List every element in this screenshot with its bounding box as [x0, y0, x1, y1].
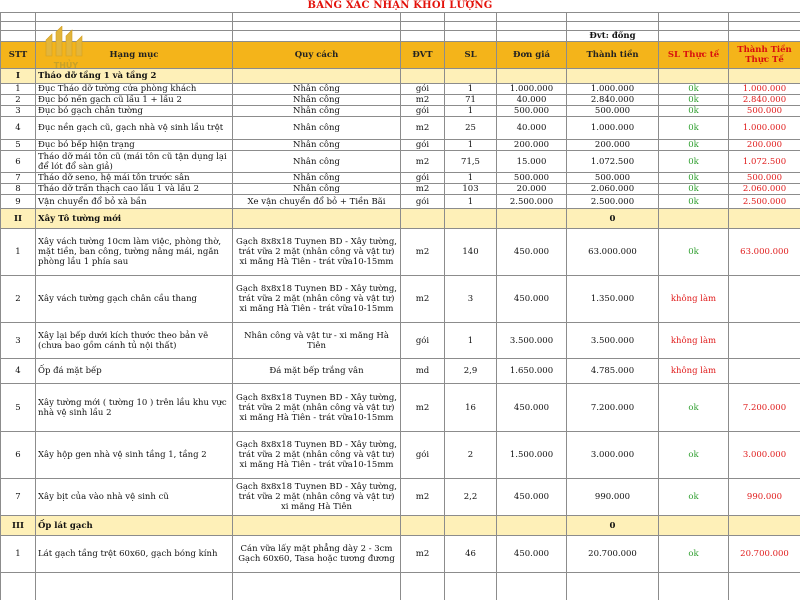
- section-total: 0: [567, 516, 659, 536]
- row-total: 2.840.000: [567, 95, 659, 106]
- row-total: 4.785.000: [567, 359, 659, 384]
- section-row: [1, 209, 800, 229]
- row-item: Xây tường mới ( tường 10 ) trên lầu khu vực nhà vệ sinh lầu 2: [36, 384, 233, 432]
- row-item: Đục bỏ nền gạch cũ lầu 1 + lầu 2: [36, 95, 233, 106]
- row-price: 15.000: [497, 151, 567, 173]
- row-price: 2.500.000: [497, 195, 567, 209]
- section-stt: III: [1, 516, 36, 536]
- row-unit: gói: [401, 140, 445, 151]
- row-unit: m2: [401, 276, 445, 323]
- row-qty: 140: [445, 229, 497, 276]
- spacer-row: [1, 22, 800, 31]
- row-price: 450.000: [497, 276, 567, 323]
- table-row: [1, 140, 800, 151]
- row-unit: m2: [401, 536, 445, 573]
- row-qty: 2,9: [445, 359, 497, 384]
- row-qty: 71: [445, 95, 497, 106]
- row-price: 1.000.000: [497, 84, 567, 95]
- row-total: 2.500.000: [567, 195, 659, 209]
- row-actual-total: 500.000: [729, 106, 800, 117]
- row-item: Xây bịt của vào nhà vệ sinh cũ: [36, 479, 233, 516]
- row-stt: 1: [1, 229, 36, 276]
- row-spec: Nhân công: [233, 84, 401, 95]
- row-actual-total: 2.500.000: [729, 195, 800, 209]
- row-spec: Nhân công: [233, 95, 401, 106]
- row-total: 1.000.000: [567, 117, 659, 140]
- row-qty: 25: [445, 117, 497, 140]
- row-item: Đục bỏ bếp hiện trạng: [36, 140, 233, 151]
- row-stt: 5: [1, 384, 36, 432]
- row-unit: gói: [401, 195, 445, 209]
- row-price: 1.500.000: [497, 432, 567, 479]
- row-spec: Cán vữa lấy mặt phẳng dày 2 - 3cm Gạch 60x60, Tasa hoặc tương đương: [233, 536, 401, 573]
- table-row: [1, 276, 800, 323]
- row-price: 1.650.000: [497, 359, 567, 384]
- table-row: [1, 173, 800, 184]
- row-spec: Gạch 8x8x18 Tuynen BD - Xây tường, trát vữa 2 mặt (nhân công và vật tư) xi măng Hà Tiên - trát vữa10-15mm: [233, 229, 401, 276]
- section-total: [567, 69, 659, 84]
- row-price: 450.000: [497, 229, 567, 276]
- table-row: [1, 479, 800, 516]
- row-actual-total: 990.000: [729, 479, 800, 516]
- row-price: 450.000: [497, 384, 567, 432]
- table-row: [1, 184, 800, 195]
- row-item: Ốp đá mặt bếp: [36, 359, 233, 384]
- row-spec: Nhân công: [233, 184, 401, 195]
- row-qty: 1: [445, 84, 497, 95]
- row-actual-qty: không làm: [659, 359, 729, 384]
- section-total: 0: [567, 209, 659, 229]
- row-item: Xây vách tường 10cm làm việc, phòng thờ, mặt tiền, ban công, tường nâng mái, ngăn phòng lầu 1 phía sau: [36, 229, 233, 276]
- row-total: 1.350.000: [567, 276, 659, 323]
- logo-text: THỦY: [53, 61, 79, 70]
- row-actual-total: 1.000.000: [729, 117, 800, 140]
- header-total: Thành tiền: [567, 42, 659, 69]
- table-row: [1, 84, 800, 95]
- table-row: [1, 536, 800, 573]
- quantity-table: [0, 12, 800, 600]
- row-actual-qty: 0k: [659, 117, 729, 140]
- row-actual-total: 1.000.000: [729, 84, 800, 95]
- header-item: Hạng mục: [36, 42, 233, 69]
- row-actual-qty: ok: [659, 536, 729, 573]
- row-item: Lát gạch tầng trệt 60x60, gạch bóng kính: [36, 536, 233, 573]
- row-qty: 71,5: [445, 151, 497, 173]
- row-price: 450.000: [497, 536, 567, 573]
- row-actual-qty: không làm: [659, 276, 729, 323]
- section-stt: II: [1, 209, 36, 229]
- row-price: 450.000: [497, 479, 567, 516]
- header-actual-total: Thành Tiền Thực Tế: [729, 42, 800, 69]
- row-total: 20.700.000: [567, 536, 659, 573]
- row-qty: 1: [445, 173, 497, 184]
- row-total: 2.060.000: [567, 184, 659, 195]
- row-item: Đục Tháo dỡ tường cửa phòng khách: [36, 84, 233, 95]
- row-unit: m2: [401, 95, 445, 106]
- row-unit: m2: [401, 479, 445, 516]
- row-stt: 2: [1, 276, 36, 323]
- row-actual-qty: 0k: [659, 184, 729, 195]
- row-stt: 4: [1, 117, 36, 140]
- row-unit: gói: [401, 173, 445, 184]
- row-stt: 6: [1, 432, 36, 479]
- row-actual-total: 500.000: [729, 173, 800, 184]
- row-actual-qty: 0k: [659, 151, 729, 173]
- row-stt: 7: [1, 479, 36, 516]
- row-unit: md: [401, 359, 445, 384]
- section-row: [1, 69, 800, 84]
- row-actual-total: 2.060.000: [729, 184, 800, 195]
- row-price: 200.000: [497, 140, 567, 151]
- header-unit: ĐVT: [401, 42, 445, 69]
- row-stt: 5: [1, 140, 36, 151]
- row-spec: Gạch 8x8x18 Tuynen BD - Xây tường, trát vữa 2 mặt (nhân công và vật tư) xi măng Hà Tiên - trát vữa10-15mm: [233, 276, 401, 323]
- row-actual-total: 1.072.500: [729, 151, 800, 173]
- row-spec: Nhân công: [233, 117, 401, 140]
- row-unit: m2: [401, 151, 445, 173]
- row-stt: 7: [1, 173, 36, 184]
- table-row: [1, 151, 800, 173]
- row-stt: 9: [1, 195, 36, 209]
- table-row: [1, 195, 800, 209]
- row-qty: 103: [445, 184, 497, 195]
- row-qty: 1: [445, 106, 497, 117]
- row-actual-total: 200.000: [729, 140, 800, 151]
- row-unit: gói: [401, 106, 445, 117]
- row-total: 500.000: [567, 173, 659, 184]
- section-name: Ốp lát gạch: [36, 516, 233, 536]
- row-unit: gói: [401, 84, 445, 95]
- row-item: Đục bỏ gạch chân tường: [36, 106, 233, 117]
- row-actual-qty: ok: [659, 432, 729, 479]
- row-stt: 3: [1, 106, 36, 117]
- table-row: [1, 573, 800, 600]
- row-actual-qty: không làm: [659, 323, 729, 359]
- table-row: [1, 323, 800, 359]
- row-total: 7.200.000: [567, 384, 659, 432]
- row-total: 200.000: [567, 140, 659, 151]
- header-row: [1, 42, 800, 69]
- row-actual-qty: 0k: [659, 106, 729, 117]
- row-actual-total: 3.000.000: [729, 432, 800, 479]
- header-actual-qty: SL Thực tế: [659, 42, 729, 69]
- unit-note-row: [1, 31, 800, 42]
- row-spec: Nhân công: [233, 173, 401, 184]
- row-price: 40.000: [497, 117, 567, 140]
- row-price: 3.500.000: [497, 323, 567, 359]
- row-stt: 1: [1, 536, 36, 573]
- row-actual-qty: ok: [659, 479, 729, 516]
- row-unit: gói: [401, 323, 445, 359]
- row-spec: Gạch 8x8x18 Tuynen BD - Xây tường, trát vữa 2 mặt (nhân công và vật tư) xi măng Hà Tiên - trát vữa10-15mm: [233, 384, 401, 432]
- row-qty: 2: [445, 432, 497, 479]
- row-spec: Nhân công: [233, 151, 401, 173]
- row-item: Tháo dỡ seno, hệ mái tôn trước sân: [36, 173, 233, 184]
- company-logo: [40, 26, 92, 72]
- spacer-row: [1, 13, 800, 22]
- table-row: [1, 229, 800, 276]
- table-row: [1, 359, 800, 384]
- row-total: 3.000.000: [567, 432, 659, 479]
- row-qty: 46: [445, 536, 497, 573]
- unit-note: Đvt: đồng: [567, 31, 659, 42]
- header-price: Đơn giá: [497, 42, 567, 69]
- row-spec: Gạch 8x8x18 Tuynen BD - Xây tường, trát vữa 2 mặt (nhân công và vật tư) xi măng Hà Tiên - trát vữa10-15mm: [233, 432, 401, 479]
- row-stt: 6: [1, 151, 36, 173]
- row-actual-qty: 0k: [659, 84, 729, 95]
- row-actual-qty: 0k: [659, 195, 729, 209]
- row-total: 1.072.500: [567, 151, 659, 173]
- row-unit: m2: [401, 384, 445, 432]
- section-row: [1, 516, 800, 536]
- row-stt: 1: [1, 84, 36, 95]
- row-spec: Gạch 8x8x18 Tuynen BD - Xây tường, trát vữa 2 mặt (nhân công và vật tư) xi măng Hà Tiên: [233, 479, 401, 516]
- row-item: Xây lại bếp dưới kích thước theo bản vẽ (chưa bao gồm cánh tủ nội thất): [36, 323, 233, 359]
- row-total: 1.000.000: [567, 84, 659, 95]
- row-price: 500.000: [497, 106, 567, 117]
- row-actual-total: 63.000.000: [729, 229, 800, 276]
- row-total: 3.500.000: [567, 323, 659, 359]
- row-actual-qty: 0k: [659, 173, 729, 184]
- row-item: Vận chuyển đổ bỏ xà bần: [36, 195, 233, 209]
- row-spec: Xe vận chuyển đổ bỏ + Tiền Bãi: [233, 195, 401, 209]
- row-item: Tháo dỡ trần thạch cao lầu 1 và lầu 2: [36, 184, 233, 195]
- row-spec: Nhân công: [233, 140, 401, 151]
- row-price: 40.000: [497, 95, 567, 106]
- row-total: 63.000.000: [567, 229, 659, 276]
- table-row: [1, 384, 800, 432]
- row-qty: 2,2: [445, 479, 497, 516]
- row-actual-total: [729, 359, 800, 384]
- row-qty: 1: [445, 323, 497, 359]
- row-actual-total: 7.200.000: [729, 384, 800, 432]
- row-actual-total: 2.840.000: [729, 95, 800, 106]
- section-name: Tháo dỡ tầng 1 và tầng 2: [36, 69, 233, 84]
- row-item: Xây vách tường gạch chân cầu thang: [36, 276, 233, 323]
- table-row: [1, 117, 800, 140]
- row-actual-qty: 0k: [659, 229, 729, 276]
- row-qty: 16: [445, 384, 497, 432]
- row-qty: 3: [445, 276, 497, 323]
- row-price: 500.000: [497, 173, 567, 184]
- row-qty: 1: [445, 140, 497, 151]
- header-qty: SL: [445, 42, 497, 69]
- header-stt: STT: [1, 42, 36, 69]
- row-stt: 2: [1, 95, 36, 106]
- row-stt: 4: [1, 359, 36, 384]
- row-unit: m2: [401, 229, 445, 276]
- row-price: 20.000: [497, 184, 567, 195]
- row-unit: gói: [401, 432, 445, 479]
- section-name: Xây Tô tường mới: [36, 209, 233, 229]
- row-item: Đục nền gạch cũ, gạch nhà vệ sinh lầu trệt: [36, 117, 233, 140]
- row-actual-qty: 0k: [659, 140, 729, 151]
- row-spec: Nhân công: [233, 106, 401, 117]
- row-stt: 3: [1, 323, 36, 359]
- table-row: [1, 106, 800, 117]
- row-item: Tháo dỡ mái tôn cũ (mái tôn cũ tận dụng lại để lót đổ sàn giả): [36, 151, 233, 173]
- table-row: [1, 95, 800, 106]
- row-actual-qty: 0k: [659, 95, 729, 106]
- section-stt: I: [1, 69, 36, 84]
- row-total: 500.000: [567, 106, 659, 117]
- row-actual-total: [729, 323, 800, 359]
- row-total: 990.000: [567, 479, 659, 516]
- row-unit: m2: [401, 184, 445, 195]
- header-spec: Quy cách: [233, 42, 401, 69]
- row-actual-total: 20.700.000: [729, 536, 800, 573]
- row-spec: Đá mặt bếp trắng vân: [233, 359, 401, 384]
- row-actual-total: [729, 276, 800, 323]
- row-unit: m2: [401, 117, 445, 140]
- row-qty: 1: [445, 195, 497, 209]
- row-item: Xây hộp gen nhà vệ sinh tầng 1, tầng 2: [36, 432, 233, 479]
- row-actual-qty: ok: [659, 384, 729, 432]
- document-title: BẢNG XÁC NHẬN KHỐI LƯỢNG: [307, 0, 493, 11]
- row-spec: Nhân công và vật tư - xi măng Hà Tiên: [233, 323, 401, 359]
- table-row: [1, 432, 800, 479]
- row-stt: 8: [1, 184, 36, 195]
